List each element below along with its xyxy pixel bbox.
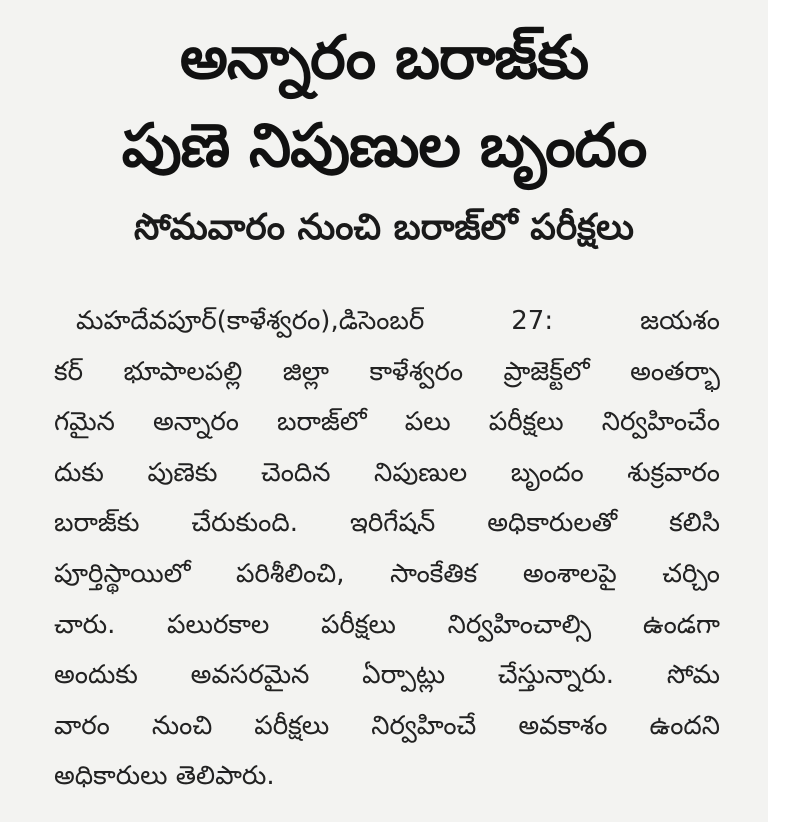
headline-line-1: అన్నారం బరాజ్‌కు [179, 23, 589, 93]
body-line: అందుకు అవసరమైన ఏర్పాట్లు చేస్తున్నారు. సోమ [54, 660, 720, 691]
subheadline: సోమవారం నుంచి బరాజ్‌లో పరీక్షలు [134, 207, 634, 248]
body-line: మహదేవపూర్(కాళేశ్వరం),డిసెంబర్ 27: జయశం [76, 306, 720, 336]
body-line: అధికారులు తెలిపారు. [54, 761, 275, 792]
body-line: పూర్తిస్థాయిలో పరిశీలించి, సాంకేతిక అంశాలపై చర్చిం [54, 558, 720, 589]
article-body [54, 296, 720, 802]
headline-line-2: పుణె నిపుణుల బృందం [121, 111, 647, 181]
body-line: వారం నుంచి పరీక్షలు నిర్వహించే అవకాశం ఉందని [54, 710, 720, 741]
body-line: చారు. పలురకాల పరీక్షలు నిర్వహించాల్సి ఉండగా [54, 609, 720, 640]
body-line: దుకు పుణెకు చెందిన నిపుణుల బృందం శుక్రవారం [54, 457, 720, 488]
body-line: గమైన అన్నారం బరాజ్‌లో పలు పరీక్షలు నిర్వహించేం [54, 407, 720, 438]
body-line: కర్ భూపాలపల్లి జిల్లా కాళేశ్వరం ప్రాజెక్ట్‌లో అంతర్భా [54, 356, 720, 387]
page-margin [768, 0, 800, 822]
body-line: బరాజ్‌కు చేరుకుంది. ఇరిగేషన్ అధికారులతో కలిసి [54, 508, 720, 539]
